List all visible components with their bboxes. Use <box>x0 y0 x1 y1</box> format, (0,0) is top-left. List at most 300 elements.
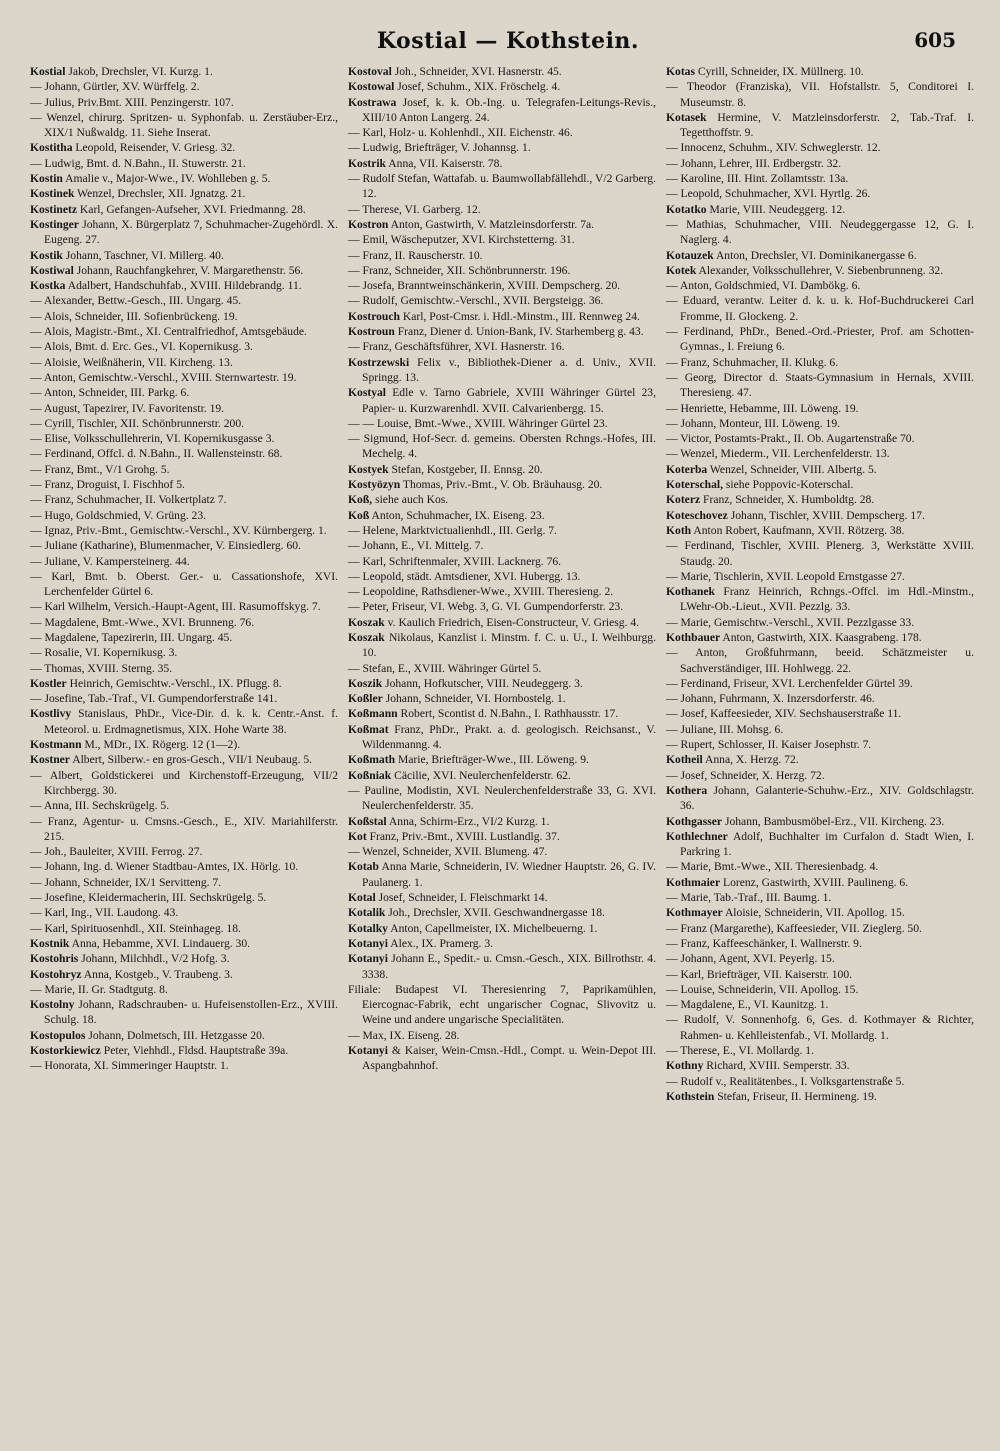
directory-entry <box>666 645 974 676</box>
directory-entry <box>348 248 656 263</box>
entry-name: Kostrouch <box>348 309 400 323</box>
directory-entry <box>666 79 974 110</box>
entry-text: Karl, Post-Cmsr. i. Hdl.-Minstm., III. Rennweg 24. <box>402 309 640 323</box>
entry-name: Kostrik <box>348 156 387 170</box>
directory-entry <box>348 523 656 538</box>
entry-text: — Johann, Ing. d. Wiener Stadtbau-Amtes, IX. Hörlg. 10. <box>30 860 299 874</box>
directory-entry <box>30 890 338 905</box>
directory-entry <box>666 615 974 630</box>
directory-entry <box>30 385 338 400</box>
directory-entry <box>348 339 656 354</box>
directory-entry <box>30 156 338 171</box>
entry-text: — Johann, Fuhrmann, X. Inzersdorferstr. 46. <box>666 692 875 706</box>
entry-name: Kostik <box>30 248 63 262</box>
directory-entry <box>348 64 656 79</box>
directory-entry <box>666 967 974 982</box>
entry-text: — Johann, Monteur, III. Löweng. 19. <box>666 416 841 430</box>
directory-entry <box>666 829 974 860</box>
directory-entry <box>666 1012 974 1043</box>
entry-text: M., MDr., IX. Rögerg. 12 (1—2). <box>84 738 241 752</box>
directory-entry <box>666 569 974 584</box>
directory-entry <box>348 829 656 844</box>
directory-entry <box>348 95 656 126</box>
entry-text: Franz, PhDr., Prakt. a. d. geologisch. Reichsanst., V. Wildenmanng. 4. <box>362 722 656 752</box>
entry-name: Koßmath <box>348 753 396 767</box>
entry-text: — Josefa, Branntweinschänkerin, XVIII. Dempscherg. 20. <box>348 279 621 293</box>
directory-entry <box>30 875 338 890</box>
directory-entry <box>666 1058 974 1073</box>
entry-text: — Alois, Bmt. d. Erc. Ges., VI. Kopernikusg. 3. <box>30 340 253 354</box>
entry-text: — Rudolf, V. Sonnenhofg. 6, Ges. d. Kothmayer & Richter, Rahmen- u. Kehlleistenfab., VI. Mollardg. 1. <box>666 1013 974 1042</box>
entry-text: — Magdalene, Tapezirerin, III. Ungarg. 45. <box>30 630 233 644</box>
entry-name: Kotatko <box>666 202 707 216</box>
entry-name: Kostner <box>30 753 70 767</box>
entry-text: — Franz, Kaffeeschänker, I. Wallnerstr. 9. <box>666 936 862 950</box>
entry-name: Kostler <box>30 676 67 690</box>
entry-text: — Juliane (Katharine), Blumenmacher, V. Einsiedlerg. 60. <box>30 539 301 553</box>
entry-text: — Franz, Schuhmacher, II. Volkertplatz 7. <box>30 493 227 507</box>
directory-entry <box>666 921 974 936</box>
directory-entry <box>30 339 338 354</box>
entry-text: — Peter, Friseur, VI. Webg. 3, G. VI. Gumpendorferstr. 23. <box>348 600 624 614</box>
entry-text: — Wenzel, Schneider, XVII. Blumeng. 47. <box>348 845 548 859</box>
directory-entry <box>348 79 656 94</box>
entry-text: — Magdalene, E., VI. Kaunitzg. 1. <box>666 998 829 1012</box>
directory-entry <box>348 385 656 416</box>
entry-text: Albert, Silberw.- en gros-Gesch., VII/1 Neubaug. 5. <box>72 753 313 767</box>
entry-text: Anton, Gastwirth, V. Matzleinsdorferstr. 7a. <box>390 217 595 231</box>
entry-text: — Marie, Bmt.-Wwe., XII. Theresienbadg. 4. <box>666 860 879 874</box>
directory-entry <box>30 737 338 752</box>
directory-entry <box>348 676 656 691</box>
directory-entry <box>666 370 974 401</box>
entry-text: — Karl, Holz- u. Kohlenhdl., XII. Eichenstr. 46. <box>348 126 573 140</box>
entry-text: Stefan, Kostgeber, II. Ennsg. 20. <box>391 462 543 476</box>
directory-entry <box>348 936 656 951</box>
directory-entry <box>666 997 974 1012</box>
entry-text: Marie, VIII. Neudeggerg. 12. <box>709 202 846 216</box>
entry-text: Aloisie, Schneiderin, VII. Apollog. 15. <box>724 906 905 920</box>
entry-name: Kothgasser <box>666 814 723 828</box>
entry-text: — Franz (Margarethe), Kaffeesieder, VII. Zieglerg. 50. <box>666 921 922 935</box>
entry-text: — Victor, Postamts-Prakt., II. Ob. Augartenstraße 70. <box>666 432 915 446</box>
entry-text: — Marie, Tab.-Traf., III. Baumg. 1. <box>666 891 832 905</box>
entry-text: Adalbert, Handschuhfab., XVIII. Hildebrandg. 11. <box>67 279 302 293</box>
directory-entry <box>666 293 974 324</box>
directory-entry <box>30 676 338 691</box>
directory-entry <box>30 615 338 630</box>
directory-entry <box>30 1058 338 1073</box>
entry-text: — Rudolf v., Realitätenbes., I. Volksgartenstraße 5. <box>666 1074 905 1088</box>
entry-name: Kostlivy <box>30 707 72 721</box>
entry-text: — Louise, Schneiderin, VII. Apollog. 15. <box>666 982 859 996</box>
directory-entry <box>30 538 338 553</box>
entry-text: Karl, Gefangen-Aufseher, XVI. Friedmanng. 28. <box>79 202 306 216</box>
entry-name: Koth <box>666 523 692 537</box>
entry-name: Koteschovez <box>666 508 728 522</box>
entry-text: — Juliane, III. Mohsg. 6. <box>666 722 784 736</box>
directory-entry <box>348 584 656 599</box>
directory-entry <box>666 814 974 829</box>
entry-name: Koszik <box>348 676 383 690</box>
directory-entry <box>666 140 974 155</box>
directory-entry <box>30 554 338 569</box>
entry-text: Anton, Gastwirth, XIX. Kaasgrabeng. 178. <box>722 630 922 644</box>
entry-name: Koßniak <box>348 768 392 782</box>
entry-text: — Franz, Agentur- u. Cmsns.-Gesch., E., XIV. Mariahilferstr. 215. <box>30 814 338 843</box>
entry-text: Anton, Schuhmacher, IX. Eiseng. 23. <box>371 508 545 522</box>
entry-text: Joh., Schneider, XVI. Hasnerstr. 45. <box>394 65 562 78</box>
entry-text: — Josef, Kaffeesieder, XIV. Sechshauserstraße 11. <box>666 707 902 721</box>
directory-entry <box>30 1043 338 1058</box>
directory-entry <box>30 431 338 446</box>
entry-text: — Karoline, III. Hint. Zollamtsstr. 13a. <box>666 172 849 186</box>
entry-name: Kostinek <box>30 187 75 201</box>
entry-name: Kostrzewski <box>348 355 410 369</box>
entry-text: — Wenzel, Miederm., VII. Lerchenfelderstr. 13. <box>666 447 890 461</box>
entry-text: — Therese, VI. Garberg. 12. <box>348 202 481 216</box>
entry-text: — Leopold, Schuhmacher, XVI. Hyrtlg. 26. <box>666 187 871 201</box>
entry-name: Kothera <box>666 783 708 797</box>
entry-name: Kostyal <box>348 386 387 400</box>
directory-entry <box>30 263 338 278</box>
entry-text: — Theodor (Franziska), VII. Hofstallstr. 5, Conditorei I. Museumstr. 8. <box>666 80 974 109</box>
entry-text: — Aloisie, Weißnäherin, VII. Kircheng. 13. <box>30 355 233 369</box>
directory-entry <box>30 64 338 79</box>
entry-text: Alex., IX. Pramerg. 3. <box>390 936 494 950</box>
directory-entry <box>30 936 338 951</box>
entry-text: Johann, Schneider, VI. Hornbostelg. 1. <box>385 692 566 706</box>
entry-text: Johann, Milchhdl., V/2 Hofg. 3. <box>81 952 230 966</box>
entry-text: Alexander, Volksschullehrer, V. Siebenbrunneng. 32. <box>698 263 944 277</box>
entry-name: Koßmann <box>348 707 398 721</box>
directory-entry <box>30 293 338 308</box>
directory-entry <box>666 936 974 951</box>
entry-name: Kot <box>348 829 367 843</box>
entry-text: Cäcilie, XVI. Neulerchenfelderstr. 62. <box>394 768 571 782</box>
entry-name: Kotauzek <box>666 248 714 262</box>
directory-entry <box>348 462 656 477</box>
entry-text: Thomas, Priv.-Bmt., V. Ob. Bräuhausg. 20. <box>402 478 603 492</box>
entry-text: Stefan, Friseur, II. Hermineng. 19. <box>717 1089 877 1103</box>
directory-entry <box>30 982 338 997</box>
entry-text: Johann, Rauchfangkehrer, V. Margarethenstr. 56. <box>76 263 304 277</box>
directory-entry <box>348 722 656 753</box>
entry-name: Kotas <box>666 65 695 78</box>
entry-text: Johann, Radschrauben- u. Hufeisenstollen-Erz., XVIII. Schulg. 18. <box>44 998 338 1027</box>
directory-entry <box>30 370 338 385</box>
entry-text: Robert, Scontist d. N.Bahn., I. Rathhausstr. 17. <box>400 707 619 721</box>
directory-entry <box>30 462 338 477</box>
directory-entry <box>348 217 656 232</box>
directory-entry <box>666 859 974 874</box>
entry-text: Johann, Dolmetsch, III. Hetzgasse 20. <box>88 1028 265 1042</box>
entry-name: Kostin <box>30 172 63 186</box>
entry-text: — Franz, Schneider, XII. Schönbrunnerstr. 196. <box>348 263 571 277</box>
entry-text: Richard, XVIII. Semperstr. 33. <box>706 1059 850 1073</box>
directory-entry <box>666 783 974 814</box>
directory-entry <box>348 416 656 431</box>
directory-entry <box>30 477 338 492</box>
directory-entry <box>30 630 338 645</box>
entry-text: — Pauline, Modistin, XVI. Neulerchenfelderstraße 33, G. XVI. Neulerchenfelderstr. 35. <box>348 783 656 813</box>
entry-text: — Alois, Schneider, III. Sofienbrückeng. 19. <box>30 309 238 323</box>
entry-text: — Honorata, XI. Simmeringer Hauptstr. 1. <box>30 1059 229 1073</box>
directory-entry <box>348 783 656 814</box>
directory-entry <box>30 278 338 293</box>
entry-text: Joh., Drechsler, XVII. Geschwandnergasse 18. <box>388 906 605 920</box>
entry-text: — Therese, E., VI. Mollardg. 1. <box>666 1044 815 1057</box>
entry-text: Johann, Hofkutscher, VIII. Neudeggerg. 3. <box>385 676 583 690</box>
column-middle <box>348 64 656 1104</box>
directory-entry <box>30 599 338 614</box>
entry-name: Koß <box>348 508 370 522</box>
entry-text: — Innocenz, Schuhm., XIV. Schweglerstr. 12. <box>666 141 881 155</box>
directory-entry <box>348 982 656 1028</box>
entry-name: Kostohris <box>30 952 79 966</box>
directory-entry <box>666 1074 974 1089</box>
directory-entry <box>30 569 338 600</box>
entry-name: Kotab <box>348 860 379 874</box>
directory-entry <box>666 156 974 171</box>
directory-entry <box>30 79 338 94</box>
directory-entry <box>30 508 338 523</box>
entry-name: Kostopulos <box>30 1028 86 1042</box>
directory-entry <box>666 752 974 767</box>
entry-name: Kostyek <box>348 462 389 476</box>
directory-entry <box>666 431 974 446</box>
directory-entry <box>30 798 338 813</box>
entry-name: Kotek <box>666 263 697 277</box>
entry-name: Kothbauer <box>666 630 721 644</box>
entry-name: Kostyözyn <box>348 478 401 492</box>
directory-entry <box>30 95 338 110</box>
directory-entry <box>666 446 974 461</box>
entry-name: Kostorkiewicz <box>30 1044 101 1057</box>
entry-text: — Juliane, V. Kampersteinerg. 44. <box>30 554 190 568</box>
entry-text: — Anna, III. Sechskrügelg. 5. <box>30 799 170 813</box>
directory-entry <box>666 324 974 355</box>
directory-entry <box>666 691 974 706</box>
entry-name: Kothmaier <box>666 875 721 889</box>
entry-text: — Ludwig, Bmt. d. N.Bahn., II. Stuwerstr. 21. <box>30 156 246 170</box>
entry-text: — Alexander, Bettw.-Gesch., III. Ungarg. 45. <box>30 294 242 308</box>
entry-text: Josef, Schuhm., XIX. Fröschelg. 4. <box>397 80 561 94</box>
entry-text: Filiale: Budapest VI. Theresienring 7, Paprikamühlen, Eiercognac-Fabrik, echt ungarischer Cognac, Slivovitz u. Weine und andere ungarische Specialitäten. <box>348 982 656 1027</box>
directory-entry <box>30 324 338 339</box>
directory-entry <box>30 768 338 799</box>
directory-entry <box>30 661 338 676</box>
entry-name: Koßmat <box>348 722 389 736</box>
directory-entry <box>30 752 338 767</box>
entry-text: Anna, Hebamme, XVI. Lindauerg. 30. <box>71 936 251 950</box>
entry-text: — Karl, Ing., VII. Laudong. 43. <box>30 906 179 920</box>
entry-text: — Marie, II. Gr. Stadtgutg. 8. <box>30 982 168 996</box>
entry-name: Kostoval <box>348 65 392 78</box>
entry-text: Jakob, Drechsler, VI. Kurzg. 1. <box>68 65 213 78</box>
entry-text: — — Louise, Bmt.-Wwe., XVIII. Währinger Gürtel 23. <box>348 416 608 430</box>
directory-entry <box>30 645 338 660</box>
entry-text: siehe Poppovic-Koterschal. <box>725 478 854 492</box>
entry-text: — Mathias, Schuhmacher, VIII. Neudeggergasse 12, G. I. Naglerg. 4. <box>666 217 974 247</box>
directory-entry <box>30 951 338 966</box>
directory-entry <box>348 706 656 721</box>
page-title: Kostial — Kothstein. <box>376 28 640 54</box>
entry-text: — Albert, Goldstickerei und Kirchenstoff-Erzeugung, VII/2 Kirchbergg. 30. <box>30 768 338 797</box>
directory-entry <box>348 569 656 584</box>
directory-entry <box>30 691 338 706</box>
entry-text: — Franz, Geschäftsführer, XVI. Hasnerstr. 16. <box>348 340 565 354</box>
directory-entry <box>30 217 338 248</box>
entry-text: — Karl, Bmt. b. Oberst. Ger.- u. Cassationshofe, XVI. Lerchenfelder Gürtel 6. <box>30 569 338 599</box>
directory-entry <box>666 263 974 278</box>
entry-name: Kotanyi <box>348 1044 388 1057</box>
entry-text: — Magdalene, Bmt.-Wwe., XVI. Brunneng. 76. <box>30 615 255 629</box>
entry-text: & Kaiser, Wein-Cmsn.-Hdl., Compt. u. Wein-Depot III. Aspangbahnhof. <box>362 1044 656 1073</box>
entry-text: — Stefan, E., XVIII. Währinger Gürtel 5. <box>348 661 542 675</box>
entry-text: — Franz, Droguist, I. Fischhof 5. <box>30 478 185 492</box>
entry-name: Koterba <box>666 462 708 476</box>
entry-text: Anna, Schirm-Erz., VI/2 Kurzg. 1. <box>388 814 550 828</box>
entry-text: Johann E., Spedit.- u. Cmsn.-Gesch., XIX. Billrothstr. 4. 3338. <box>362 952 656 981</box>
entry-text: — Franz, II. Rauscherstr. 10. <box>348 248 483 262</box>
directory-entry <box>348 661 656 676</box>
entry-text: — Thomas, XVIII. Sterng. 35. <box>30 661 173 675</box>
entry-text: Cyrill, Schneider, IX. Müllnerg. 10. <box>697 65 864 78</box>
directory-entry <box>348 140 656 155</box>
entry-text: — Leopoldine, Rathsdiener-Wwe., XVIII. Theresieng. 2. <box>348 585 614 599</box>
directory-entry <box>30 997 338 1028</box>
directory-entry <box>666 278 974 293</box>
directory-entry <box>348 492 656 507</box>
directory-entry <box>30 523 338 538</box>
entry-name: Koszak <box>348 630 385 644</box>
directory-entry <box>666 492 974 507</box>
entry-name: Kostmann <box>30 738 82 752</box>
directory-entry <box>348 278 656 293</box>
directory-entry <box>348 905 656 920</box>
directory-entry <box>666 523 974 538</box>
entry-name: Kotheil <box>666 753 703 767</box>
directory-entry <box>348 171 656 202</box>
directory-entry <box>30 401 338 416</box>
entry-text: Anna, VII. Kaiserstr. 78. <box>388 156 503 170</box>
page-header <box>30 28 986 58</box>
directory-entry <box>30 967 338 982</box>
directory-entry <box>348 599 656 614</box>
entry-name: Koterschal, <box>666 478 723 492</box>
entry-text: Johann, Bambusmöbel-Erz., VII. Kircheng. 23. <box>724 814 945 828</box>
entry-name: Kostinetz <box>30 202 78 216</box>
entry-text: — Sigmund, Hof-Secr. d. gemeins. Obersten Rchngs.-Hofes, III. Mechelg. 4. <box>348 432 656 461</box>
directory-entry <box>666 538 974 569</box>
entry-name: Kostnik <box>30 936 70 950</box>
directory-entry <box>348 538 656 553</box>
directory-entry <box>666 905 974 920</box>
directory-entry <box>348 615 656 630</box>
directory-entry <box>348 844 656 859</box>
entry-name: Kostowal <box>348 80 395 94</box>
column-left <box>30 64 338 1104</box>
entry-text: — Johann, Schneider, IX/1 Servitteng. 7. <box>30 875 222 889</box>
directory-entry <box>348 263 656 278</box>
directory-entry <box>348 232 656 247</box>
entry-text: — Anton, Schneider, III. Parkg. 6. <box>30 386 190 400</box>
entry-text: Josef, k. k. Ob.-Ing. u. Telegrafen-Leitungs-Revis., XIII/10 Anton Langerg. 24. <box>362 95 656 124</box>
directory-entry <box>348 202 656 217</box>
entry-text: — Ferdinand, Offcl. d. N.Bahn., II. Wallensteinstr. 68. <box>30 447 283 461</box>
entry-text: Leopold, Reisender, V. Griesg. 32. <box>75 141 236 155</box>
directory-entry <box>348 768 656 783</box>
entry-name: Kostinger <box>30 217 79 231</box>
entry-text: Johann, X. Bürgerplatz 7, Schuhmacher-Zugehördl. X. Eugeng. 27. <box>44 217 338 247</box>
entry-text: — Franz, Schuhmacher, II. Klukg. 6. <box>666 355 839 369</box>
directory-entry <box>348 324 656 339</box>
directory-entry <box>666 110 974 141</box>
entry-name: Kostroun <box>348 325 395 339</box>
entry-text: Franz, Diener d. Union-Bank, IV. Starhemberg g. 43. <box>397 325 644 339</box>
entry-text: — Leopold, städt. Amtsdiener, XVI. Hubergg. 13. <box>348 569 581 583</box>
directory-entry <box>666 584 974 615</box>
directory-entry <box>30 171 338 186</box>
entry-text: Lorenz, Gastwirth, XVIII. Paulineng. 6. <box>723 875 909 889</box>
entry-name: Kotalky <box>348 921 388 935</box>
entry-text: Johann, Taschner, VI. Millerg. 40. <box>65 248 224 262</box>
entry-text: — Eduard, verantw. Leiter d. k. u. k. Hof-Buchdruckerei Carl Fromme, II. Glockeng. 2. <box>666 294 974 323</box>
entry-text: Anton Robert, Kaufmann, XVII. Rötzerg. 38. <box>693 523 905 537</box>
entry-name: Koßler <box>348 692 383 706</box>
entry-text: — Marie, Gemischtw.-Verschl., XVII. Pezzlgasse 33. <box>666 615 915 629</box>
directory-entry <box>666 630 974 645</box>
entry-text: — Josefine, Tab.-Traf., VI. Gumpendorferstraße 141. <box>30 692 278 706</box>
directory-entry <box>666 875 974 890</box>
entry-text: — Karl, Briefträger, VII. Kaiserstr. 100. <box>666 967 853 981</box>
entry-text: Edle v. Tarno Gabriele, XVIII Währinger Gürtel 23, Papier- u. Kurzwarenhdl. XVII. Calvarienbergg. 15. <box>362 386 656 415</box>
entry-text: — Rudolf Stefan, Wattafab. u. Baumwollabfällehdl., V/2 Garberg. 12. <box>348 172 656 201</box>
entry-text: Adolf, Buchhalter im Curfalon d. Stadt Wien, I. Parkring 1. <box>680 829 974 859</box>
entry-text: — Johann, Gürtler, XV. Würffelg. 2. <box>30 80 200 94</box>
entry-text: — Johann, E., VI. Mittelg. 7. <box>348 539 484 553</box>
entry-text: — Franz, Bmt., V/1 Grohg. 5. <box>30 462 170 476</box>
entry-text: Johann, Tischler, XVIII. Dempscherg. 17. <box>730 508 925 522</box>
entry-name: Kothlechner <box>666 829 728 843</box>
directory-entry <box>666 722 974 737</box>
entry-text: — Marie, Tischlerin, XVII. Leopold Ernstgasse 27. <box>666 569 905 583</box>
entry-text: siehe auch Kos. <box>375 493 449 507</box>
entry-name: Kostitha <box>30 141 73 155</box>
entry-name: Kotasek <box>666 110 707 124</box>
entry-text: Peter, Viehhdl., Fldsd. Hauptstraße 39a. <box>103 1044 289 1057</box>
directory-entry <box>348 752 656 767</box>
entry-text: — Ludwig, Briefträger, V. Johannsg. 1. <box>348 141 531 155</box>
entry-text: Anna Marie, Schneiderin, IV. Wiedner Hauptstr. 26, G. IV. Paulanerg. 1. <box>362 860 656 889</box>
directory-entry <box>666 982 974 997</box>
directory-entry <box>30 905 338 920</box>
column-right <box>666 64 974 1104</box>
entry-text: — Emil, Wäscheputzer, XVI. Kirchstetterng. 31. <box>348 233 575 247</box>
entry-text: Nikolaus, Kanzlist i. Minstm. f. C. u. U., I. Weihburgg. 10. <box>362 630 656 660</box>
entry-text: — Alois, Magistr.-Bmt., XI. Centralfriedhof, Amtsgebäude. <box>30 325 307 339</box>
entry-text: — Josef, Schneider, X. Herzg. 72. <box>666 768 825 782</box>
entry-text: Anna, X. Herzg. 72. <box>704 753 799 767</box>
directory-entry <box>666 1043 974 1058</box>
entry-text: Franz, Schneider, X. Humboldtg. 28. <box>703 493 875 507</box>
entry-text: — Henriette, Hebamme, III. Löweng. 19. <box>666 401 859 415</box>
entry-text: v. Kaulich Friedrich, Eisen-Constructeur, V. Griesg. 4. <box>387 615 640 629</box>
entry-text: — August, Tapezirer, IV. Favoritenstr. 19. <box>30 401 225 415</box>
directory-entry <box>348 814 656 829</box>
directory-entry <box>666 401 974 416</box>
